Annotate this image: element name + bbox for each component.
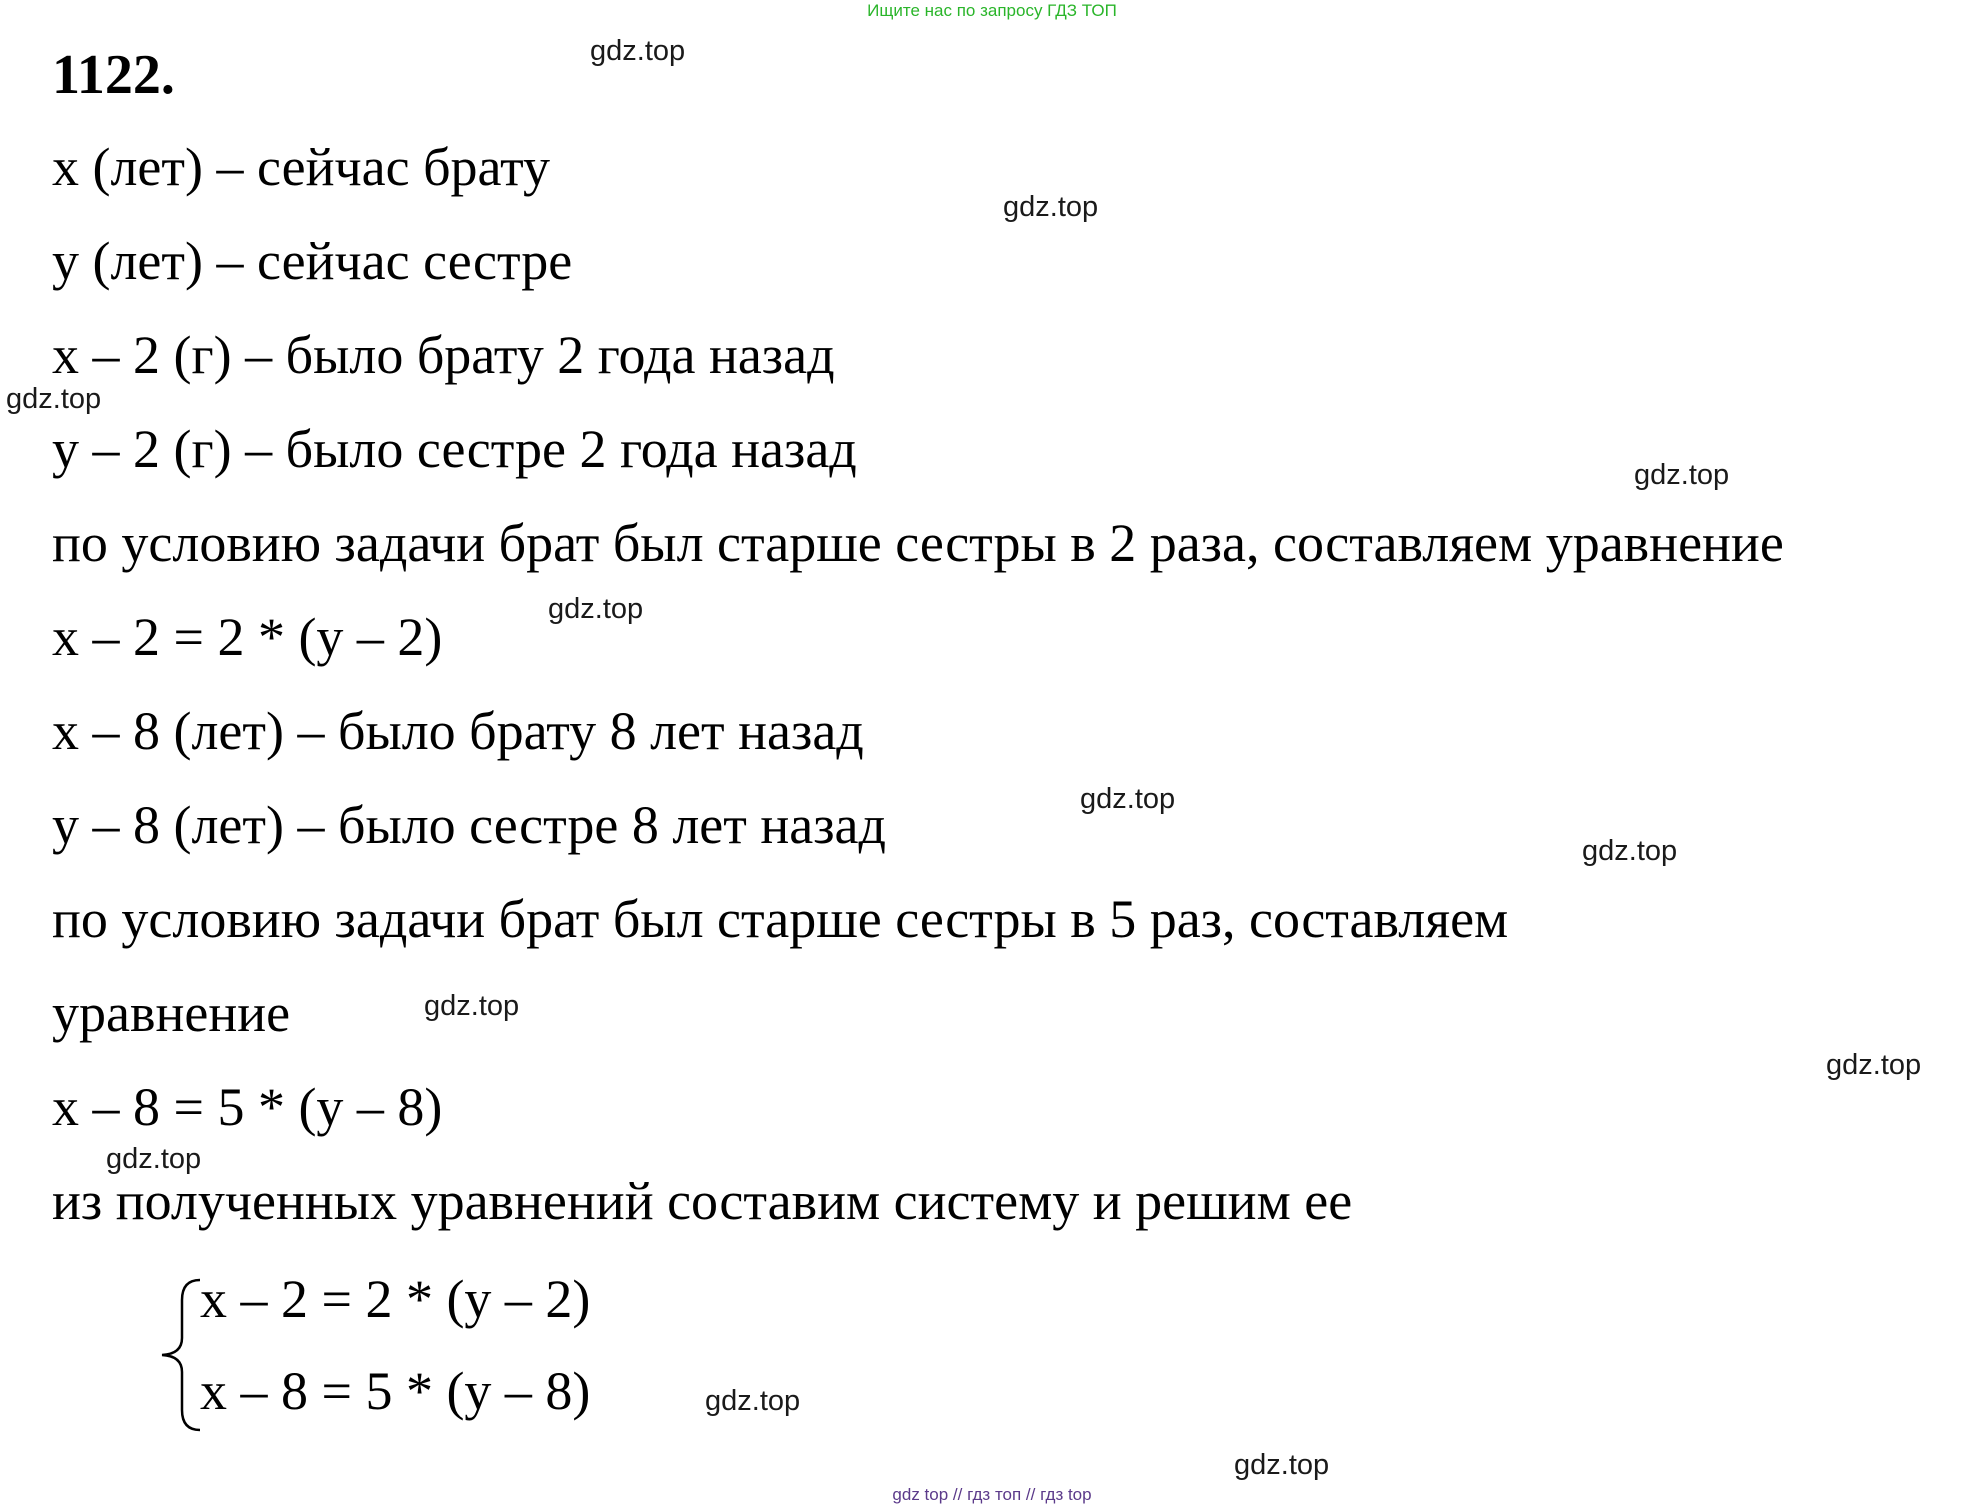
solution-line-1: x (лет) – сейчас брату bbox=[52, 137, 550, 197]
watermark: gdz.top bbox=[6, 383, 102, 415]
equation-2: x – 8 = 5 * (y – 8) bbox=[52, 1077, 443, 1137]
equation-1: x – 2 = 2 * (y – 2) bbox=[52, 607, 443, 667]
solution-line-8: y – 8 (лет) – было сестре 8 лет назад bbox=[52, 795, 886, 855]
system-equation-1: x – 2 = 2 * (y – 2) bbox=[200, 1269, 591, 1329]
watermark: gdz.top bbox=[1234, 1449, 1330, 1481]
system-equation-2: x – 8 = 5 * (y – 8) bbox=[200, 1361, 591, 1421]
watermark: gdz.top bbox=[424, 990, 520, 1022]
watermark: gdz.top bbox=[705, 1385, 801, 1417]
solution-line-3: x – 2 (г) – было брату 2 года назад bbox=[52, 325, 835, 385]
watermark: gdz.top bbox=[1634, 459, 1730, 491]
solution-line-2: y (лет) – сейчас сестре bbox=[52, 231, 573, 291]
watermark: gdz.top bbox=[1582, 835, 1678, 867]
watermark: gdz.top bbox=[1080, 783, 1176, 815]
footer-links: gdz top // гдз топ // гдз top bbox=[892, 1485, 1092, 1504]
watermark: gdz.top bbox=[1003, 191, 1099, 223]
watermark: gdz.top bbox=[106, 1143, 202, 1175]
solution-line-9: по условию задачи брат был старше сестры в 5 раз, составляем bbox=[52, 889, 1509, 949]
solution-line-5: по условию задачи брат был старше сестры в 2 раза, составляем уравнение bbox=[52, 513, 1784, 573]
solution-line-4: y – 2 (г) – было сестре 2 года назад bbox=[52, 419, 857, 479]
top-banner: Ищите нас по запросу ГДЗ ТОП bbox=[867, 1, 1117, 20]
system-brace bbox=[148, 1276, 208, 1434]
watermark: gdz.top bbox=[1826, 1049, 1922, 1081]
watermark: gdz.top bbox=[590, 35, 686, 67]
solution-line-10: уравнение bbox=[52, 983, 291, 1043]
watermark: gdz.top bbox=[548, 593, 644, 625]
solution-line-12: из полученных уравнений составим систему и решим ее bbox=[52, 1171, 1353, 1231]
problem-number: 1122. bbox=[52, 44, 175, 106]
solution-line-7: x – 8 (лет) – было брату 8 лет назад bbox=[52, 701, 864, 761]
